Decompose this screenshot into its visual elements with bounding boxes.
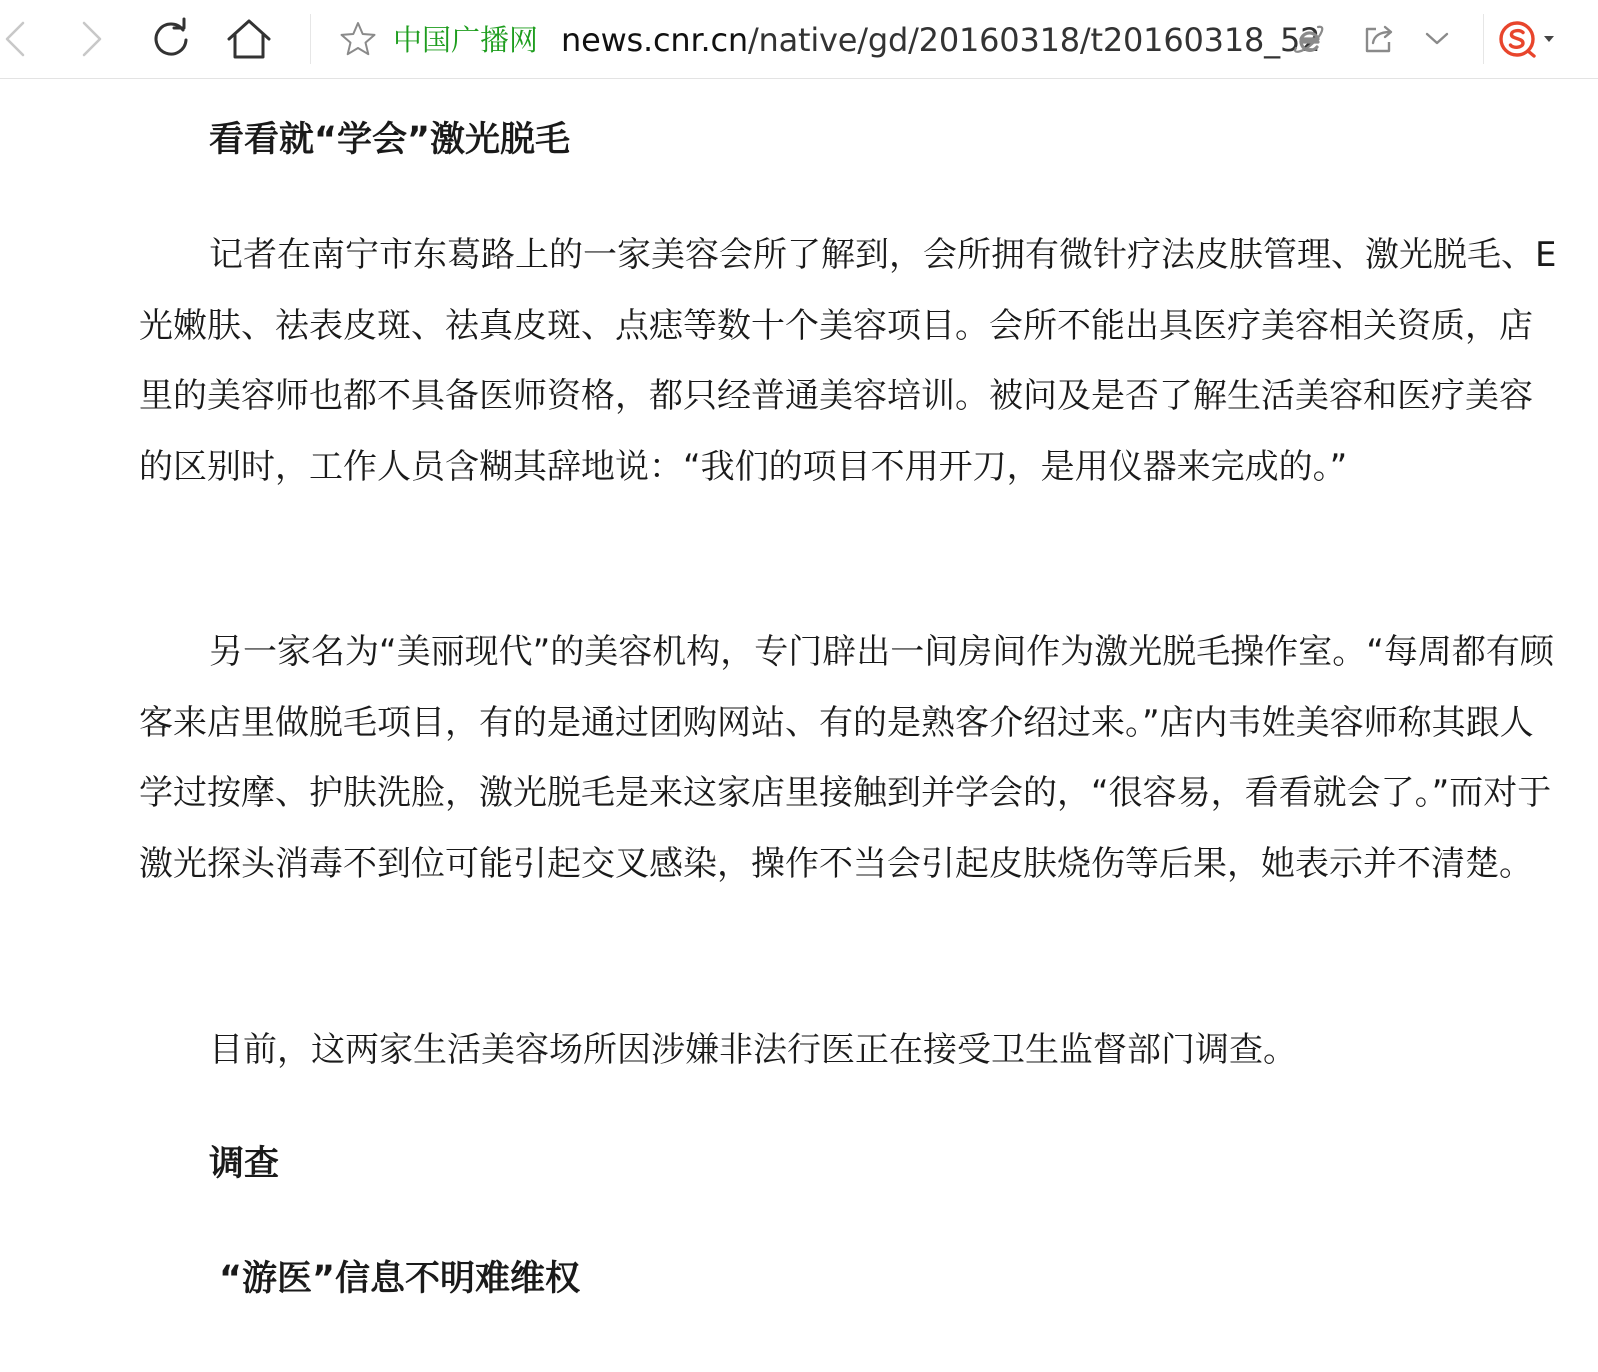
- share-button[interactable]: [1356, 14, 1402, 64]
- url-host: news.cnr.cn: [561, 21, 748, 59]
- home-icon: [226, 18, 272, 60]
- forward-arrow-icon: [80, 19, 104, 59]
- star-icon: [339, 20, 377, 58]
- article-paragraph-3: 目前，这两家生活美容场所因涉嫌非法行医正在接受卫生监督部门调查。: [209, 1030, 1297, 1070]
- forward-button[interactable]: [72, 14, 112, 64]
- menu-dropdown-button[interactable]: [1416, 14, 1458, 64]
- address-bar[interactable]: [561, 18, 1321, 62]
- section-heading-investigation: 调查: [209, 1144, 280, 1184]
- toolbar-separator: [310, 14, 311, 64]
- article-content: [0, 79, 1598, 1372]
- section-heading-itinerant-doctor: “游医”信息不明难维权: [219, 1259, 581, 1299]
- share-icon: [1362, 22, 1396, 56]
- article-paragraph-1: 记者在南宁市东葛路上的一家美容会所了解到，会所拥有微针疗法皮肤管理、激光脱毛、E光嫩肤、祛表皮斑、祛真皮斑、点痣等数十个美容项目。会所不能出具医疗美容相关资质，店里的美容师也都不具备医师资格，都只经普通美容培训。被问及是否了解生活美容和医疗美容的区别时，工作人员含糊其辞地说：“我们的项目不用开刀，是用仪器来完成的。”: [139, 235, 1557, 487]
- back-arrow-icon: [3, 19, 27, 59]
- browser-toolbar: [0, 0, 1598, 79]
- ie-mode-button[interactable]: [1286, 14, 1332, 64]
- url-path: /native/gd/20160318/t20160318_52: [747, 21, 1321, 59]
- reload-button[interactable]: [146, 14, 196, 64]
- reload-icon: [150, 18, 192, 60]
- chevron-down-icon: [1424, 29, 1450, 49]
- ie-icon: [1292, 22, 1326, 56]
- sogou-button[interactable]: [1496, 14, 1560, 64]
- article-paragraph-2: 另一家名为“美丽现代”的美容机构，专门辟出一间房间作为激光脱毛操作室。“每周都有顾客来店里做脱毛项目，有的是通过团购网站、有的是熟客介绍过来。”店内韦姓美容师称其跟人学过按摩、护肤洗脸，激光脱毛是来这家店里接触到并学会的，“很容易，看看就会了。”而对于激光探头消毒不到位可能引起交叉感染，操作不当会引起皮肤烧伤等后果，她表示并不清楚。: [139, 632, 1554, 884]
- home-button[interactable]: [222, 12, 276, 66]
- sogou-icon: [1498, 19, 1558, 59]
- bookmark-button[interactable]: [336, 14, 380, 64]
- back-button[interactable]: [0, 14, 30, 64]
- toolbar-separator: [1483, 14, 1484, 64]
- section-heading-laser: 看看就“学会”激光脱毛: [209, 120, 571, 160]
- site-name: 中国广播网: [393, 23, 539, 57]
